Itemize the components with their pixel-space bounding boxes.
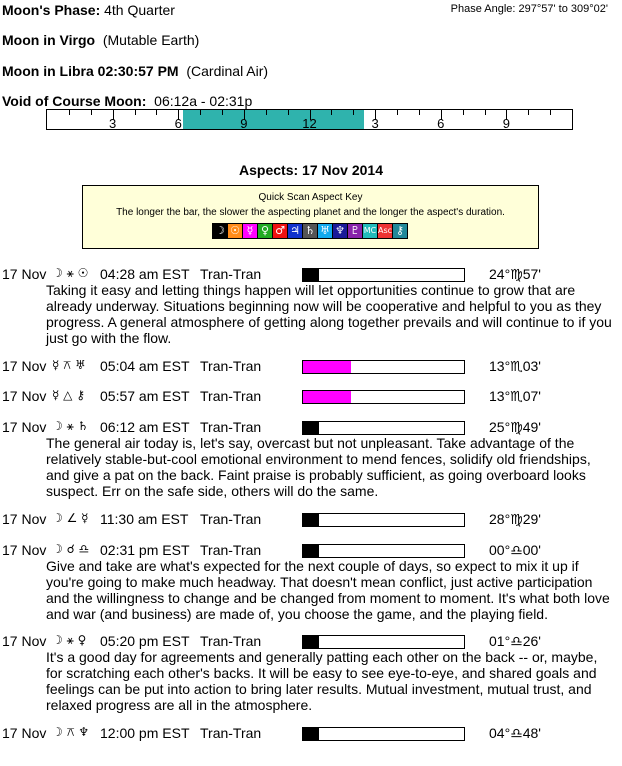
- aspect-duration-bar: [302, 635, 465, 649]
- void-bar-tick: [156, 110, 157, 115]
- void-bar-hour-label: 6: [174, 116, 182, 131]
- aspect-key-description: The longer the bar, the slower the aspecting planet and the longer the aspect's duration.: [116, 207, 505, 218]
- void-bar-tick: [331, 110, 332, 115]
- void-bar-tick: [353, 110, 354, 115]
- moon-phase-value: 4th Quarter: [104, 2, 175, 18]
- aspect-duration-fill: [303, 728, 319, 740]
- aspect-glyphs: ☽ ⚹ ☉: [52, 266, 89, 280]
- aspect-duration-bar: [302, 390, 465, 404]
- void-bar-tick: [222, 110, 223, 115]
- moon-in-libra-label: Moon in Libra 02:30:57 PM: [2, 63, 179, 79]
- aspect-time: 05:57 am EST: [100, 388, 190, 404]
- aspect-key-planet-icon: ♀: [257, 223, 273, 239]
- void-bar-tick: [550, 110, 551, 115]
- aspect-key-title: Quick Scan Aspect Key: [258, 192, 363, 203]
- aspect-interpretation: Give and take are what's expected for the next couple of days, so expect to mix it up if you're going to make much headway. That doesn't mean conflict, just active participation and the willingness to change and be changed from moment to moment. It's what both love and war (and business) are made of, you choose the game, and the playing field.: [46, 558, 610, 622]
- aspect-interpretation: It's a good day for agreements and generally patting each other on the back -- or, maybe, for scratching each other's backs. It will be easy to see eye-to-eye, and shared goals and feelings can be put into action to bring later results. Mutual investment, mutual trust, and relaxed progress are all in the atmosphere.: [46, 649, 598, 713]
- aspect-position: 24°♍57': [489, 266, 541, 282]
- aspect-key-box: [82, 185, 539, 249]
- aspect-time: 06:12 am EST: [100, 419, 190, 435]
- void-bar-hour-label: 6: [437, 116, 445, 131]
- void-bar-tick: [288, 110, 289, 115]
- aspect-duration-bar: [302, 513, 465, 527]
- aspect-key-planet-icon: ♆: [332, 223, 348, 239]
- void-bar-tick: [463, 110, 464, 115]
- aspect-type: Tran-Tran: [200, 358, 262, 374]
- void-bar-tick: [397, 110, 398, 115]
- aspect-position: 28°♍29': [489, 511, 541, 527]
- aspect-type: Tran-Tran: [200, 511, 262, 527]
- moon-phase: [2, 2, 175, 18]
- aspect-key-planet-icon: Asc: [377, 223, 393, 239]
- aspect-time: 04:28 am EST: [100, 266, 190, 282]
- aspect-duration-fill: [303, 545, 319, 557]
- aspect-time: 05:20 pm EST: [100, 633, 190, 649]
- aspect-type: Tran-Tran: [200, 388, 262, 404]
- aspect-position: 25°♍49': [489, 419, 541, 435]
- void-value: 06:12a - 02:31p: [154, 93, 253, 109]
- aspect-date: 17 Nov: [2, 388, 47, 404]
- aspect-time: 05:04 am EST: [100, 358, 190, 374]
- void-bar-hour-label: 12: [302, 116, 317, 131]
- aspect-position: 01°♎26': [489, 633, 541, 649]
- aspect-position: 00°♎00': [489, 542, 541, 558]
- aspect-duration-bar: [302, 360, 465, 374]
- aspect-key-planet-icon: ⚷: [392, 223, 408, 239]
- aspect-duration-fill: [303, 269, 319, 281]
- aspect-duration-bar: [302, 421, 465, 435]
- void-bar-tick: [135, 110, 136, 115]
- void-bar-tick: [200, 110, 201, 115]
- aspect-date: 17 Nov: [2, 725, 47, 741]
- aspects-title: Aspects: 17 Nov 2014: [239, 162, 383, 178]
- aspect-interpretation: Taking it easy and letting things happen will let opportunities continue to grow that are already underway. Situations beginning now will be cooperative and helpful to you as they progress. A general atmosphere of getting along together prevails and will continue to if you just go with the flow.: [46, 282, 612, 346]
- void-bar-tick: [485, 110, 486, 115]
- aspect-glyphs: ☽ ⚻ ♆: [52, 725, 90, 739]
- aspect-date: 17 Nov: [2, 511, 47, 527]
- aspect-type: Tran-Tran: [200, 542, 262, 558]
- aspect-type: Tran-Tran: [200, 419, 262, 435]
- void-bar-tick: [69, 110, 70, 115]
- void-bar-hour-label: 3: [109, 116, 117, 131]
- aspect-key-planet-icon: ☽: [212, 223, 228, 239]
- aspect-duration-fill: [303, 636, 319, 648]
- void-bar-tick: [419, 110, 420, 115]
- aspect-key-planet-icon: ♅: [317, 223, 333, 239]
- void-of-course-bar: [46, 109, 573, 130]
- aspect-position: 13°♏03': [489, 358, 541, 374]
- aspect-date: 17 Nov: [2, 419, 47, 435]
- void-bar-hour-label: 3: [371, 116, 379, 131]
- aspect-glyphs: ☿ ⚻ ♅: [52, 358, 86, 372]
- aspect-key-planet-icon: ♇: [347, 223, 363, 239]
- aspect-duration-fill: [303, 391, 351, 403]
- void-label: Void of Course Moon:: [2, 93, 147, 109]
- aspect-duration-bar: [302, 544, 465, 558]
- aspect-duration-bar: [302, 268, 465, 282]
- aspect-position: 13°♏07': [489, 388, 541, 404]
- aspect-date: 17 Nov: [2, 358, 47, 374]
- phase-angle: Phase Angle: 297°57' to 309°02': [450, 3, 608, 15]
- aspect-glyphs: ☽ ⚹ ♄: [52, 419, 89, 433]
- aspect-glyphs: ☿ △ ⚷: [52, 388, 86, 402]
- aspect-duration-bar: [302, 727, 465, 741]
- void-bar-tick: [528, 110, 529, 115]
- moon-in-virgo-value: (Mutable Earth): [102, 32, 200, 48]
- void-bar-tick: [91, 110, 92, 115]
- void-bar-tick: [266, 110, 267, 115]
- aspect-date: 17 Nov: [2, 266, 47, 282]
- aspect-glyphs: ☽ ⚹ ♀: [52, 633, 87, 647]
- void-of-course: [2, 93, 252, 109]
- aspect-duration-fill: [303, 422, 319, 434]
- aspect-duration-fill: [303, 361, 351, 373]
- aspect-time: 02:31 pm EST: [100, 542, 190, 558]
- aspect-key-planet-icon: ☿: [242, 223, 258, 239]
- void-of-course-fill: [183, 110, 365, 129]
- aspect-interpretation: The general air today is, let's say, overcast but not unpleasant. Take advantage of the relatively stable-but-cool emotional environment to mend fences, solidify old friendships, and give a pat on the back. Faint praise is probably sufficient, as going overboard looks suspect. Err on the safe side, others will do the same.: [46, 435, 591, 499]
- void-bar-hour-label: 9: [502, 116, 510, 131]
- aspect-key-planet-icon: ♂: [272, 223, 288, 239]
- aspect-glyphs: ☽ ∠ ☿: [52, 511, 89, 525]
- aspect-key-planet-icon: MC: [362, 223, 378, 239]
- aspect-type: Tran-Tran: [200, 725, 262, 741]
- aspect-position: 04°♎48': [489, 725, 541, 741]
- aspect-date: 17 Nov: [2, 542, 47, 558]
- aspect-key-planet-icon: ♃: [287, 223, 303, 239]
- aspect-time: 12:00 pm EST: [100, 725, 190, 741]
- aspect-key-planet-icon: ♄: [302, 223, 318, 239]
- aspect-key-planet-icon: ☉: [227, 223, 243, 239]
- moon-in-virgo: [2, 32, 199, 48]
- aspect-duration-fill: [303, 514, 319, 526]
- void-bar-hour-label: 9: [240, 116, 248, 131]
- moon-phase-label: Moon's Phase:: [2, 2, 101, 18]
- moon-in-libra-value: (Cardinal Air): [186, 63, 269, 79]
- moon-in-libra: [2, 63, 268, 79]
- aspect-date: 17 Nov: [2, 633, 47, 649]
- aspect-key-icons: [83, 223, 538, 239]
- moon-in-virgo-label: Moon in Virgo: [2, 32, 96, 48]
- aspect-type: Tran-Tran: [200, 266, 262, 282]
- aspect-glyphs: ☽ ☌ ♎: [52, 542, 90, 556]
- aspect-time: 11:30 am EST: [100, 511, 189, 527]
- aspect-type: Tran-Tran: [200, 633, 262, 649]
